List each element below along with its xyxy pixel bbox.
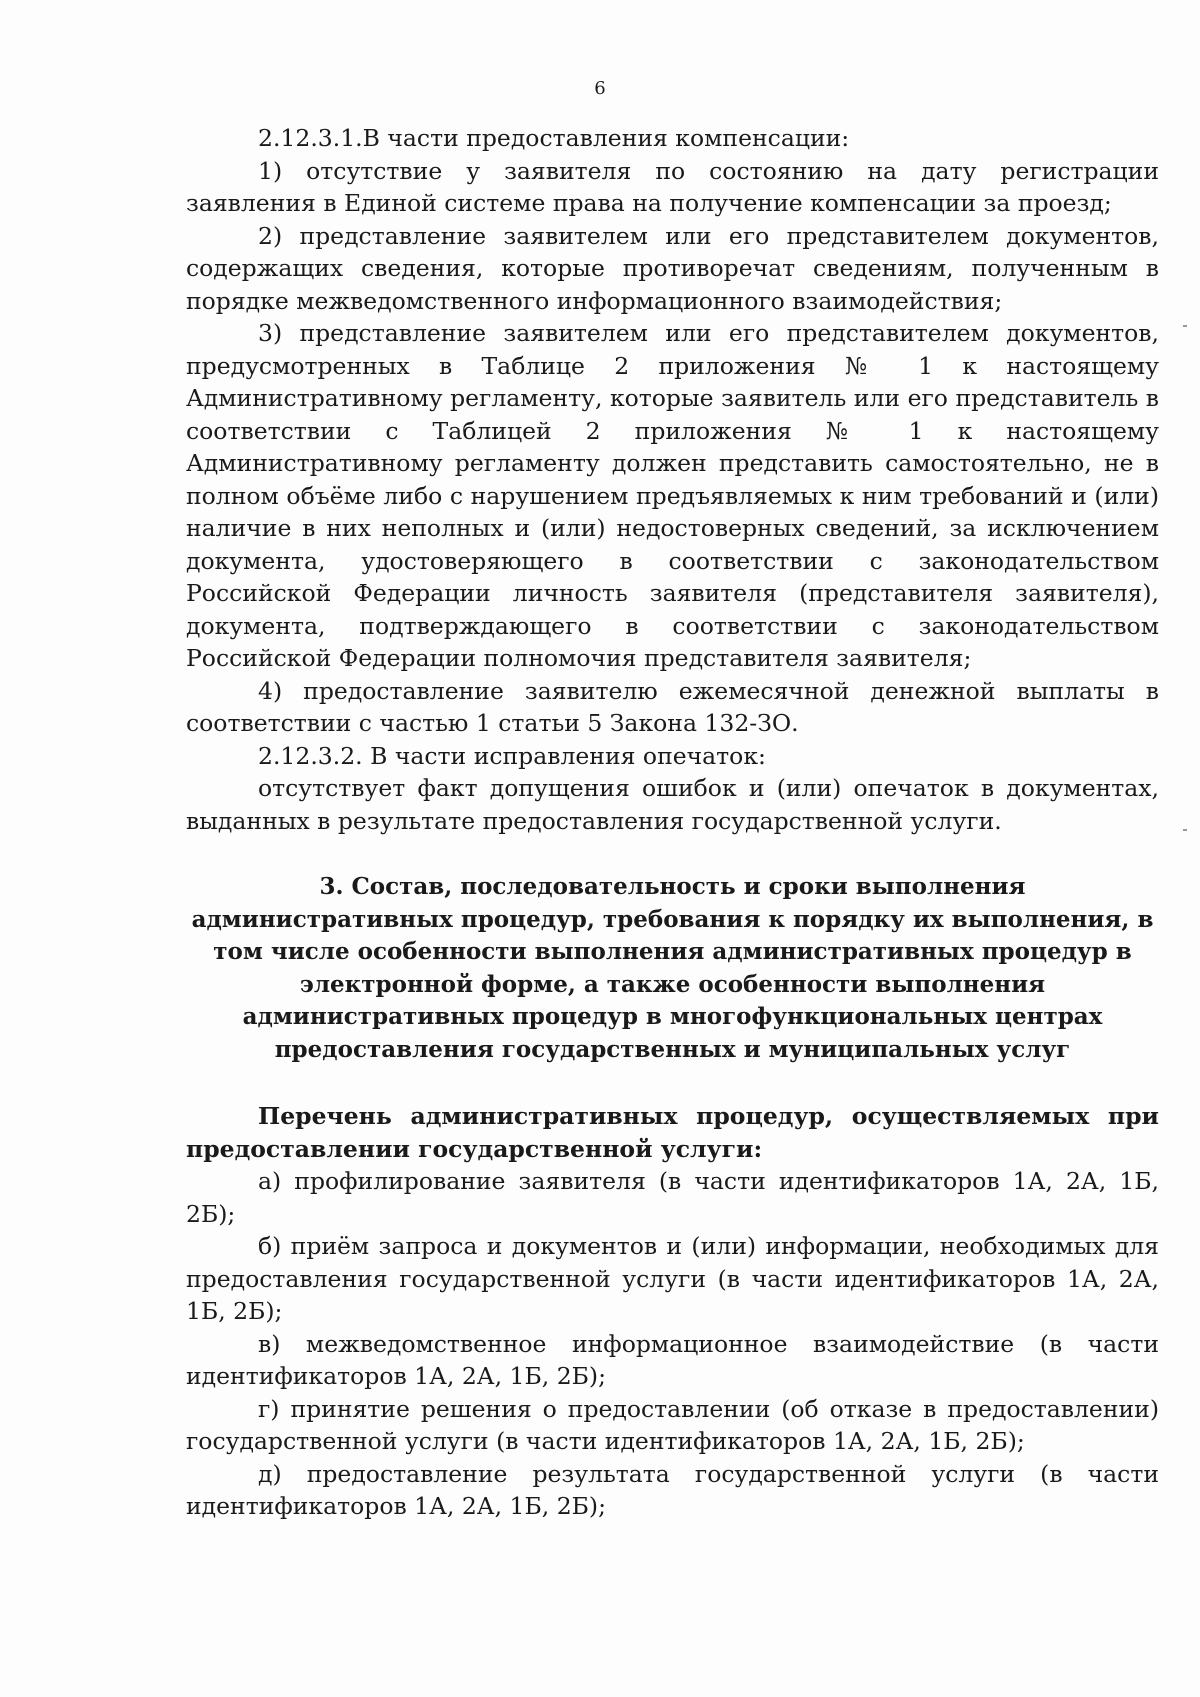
paragraph-item-3: 3) представление заявителем или его представителем документов, предусмотренных в Таблице 2 приложения № 1 к настоящему Административному регламенту, которые заявитель или его представитель в соответствии с Таблицей 2 приложения № 1 к настоящему Административному регламенту должен представить самостоятельно, не в полном объёме либо с нарушением предъявляемых к ним требований и (или) наличие в них неполных и (или) недостоверных сведений, за исключением документа, удостоверяющего в соответствии с законодательством Российской Федерации личность заявителя (представителя заявителя), документа, подтверждающего в соответствии с законодательством Российской Федерации полномочия представителя заявителя; <box>186 319 1159 672</box>
procedure-item-d: д) предоставление результата государственной услуги (в части идентификаторов 1А, 2А, 1Б, 2Б); <box>186 1459 1159 1520</box>
scan-artifact-mark <box>1183 829 1187 831</box>
paragraph-item-1: 1) отсутствие у заявителя по состоянию на дату регистрации заявления в Единой системе права на получение компенсации за проезд; <box>186 156 1159 217</box>
procedure-item-v: в) межведомственное информационное взаимодействие (в части идентификаторов 1А, 2А, 1Б, 2Б); <box>186 1329 1159 1390</box>
spacer <box>186 837 1159 871</box>
page-number: 6 <box>594 78 606 99</box>
document-body <box>186 122 1159 1523</box>
paragraph-item-2: 2) представление заявителем или его представителем документов, содержащих сведения, которые противоречат сведениям, полученным в порядке межведомственного информационного взаимодействия; <box>186 221 1159 315</box>
paragraph-item-4: 4) предоставление заявителю ежемесячной денежной выплаты в соответствии с частью 1 статьи 5 Закона 132-ЗО. <box>186 676 1159 737</box>
procedure-item-b: б) приём запроса и документов и (или) информации, необходимых для предоставления государственной услуги (в части идентификаторов 1А, 2А, 1Б, 2Б); <box>186 1232 1159 1325</box>
scan-artifact-mark <box>1183 325 1187 327</box>
paragraph-typo-absence: отсутствует факт допущения ошибок и (или) опечаток в документах, выданных в результате предоставления государственной услуги. <box>186 774 1159 835</box>
spacer <box>186 1066 1159 1100</box>
paragraph-2-12-3-1: 2.12.3.1.В части предоставления компенсации: <box>258 124 850 152</box>
procedure-item-a: а) профилирование заявителя (в части идентификаторов 1А, 2А, 1Б, 2Б); <box>186 1167 1159 1228</box>
section-3-title: 3. Состав, последовательность и сроки выполнения административных процедур, требования к порядку их выполнения, в том числе особенности выполнения административных процедур в электронной форме, а также особенности выполнения административных процедур в многофункциональных центрах предоставления государственных и муниципальных услуг <box>191 873 1154 1063</box>
procedure-item-g: г) принятие решения о предоставлении (об отказе в предоставлении) государственной услуги (в части идентификаторов 1А, 2А, 1Б, 2Б); <box>186 1394 1159 1455</box>
paragraph-2-12-3-2: 2.12.3.2. В части исправления опечаток: <box>258 741 766 770</box>
procedures-heading: Перечень административных процедур, осуществляемых при предоставлении государственной услуги: <box>186 1102 1159 1163</box>
